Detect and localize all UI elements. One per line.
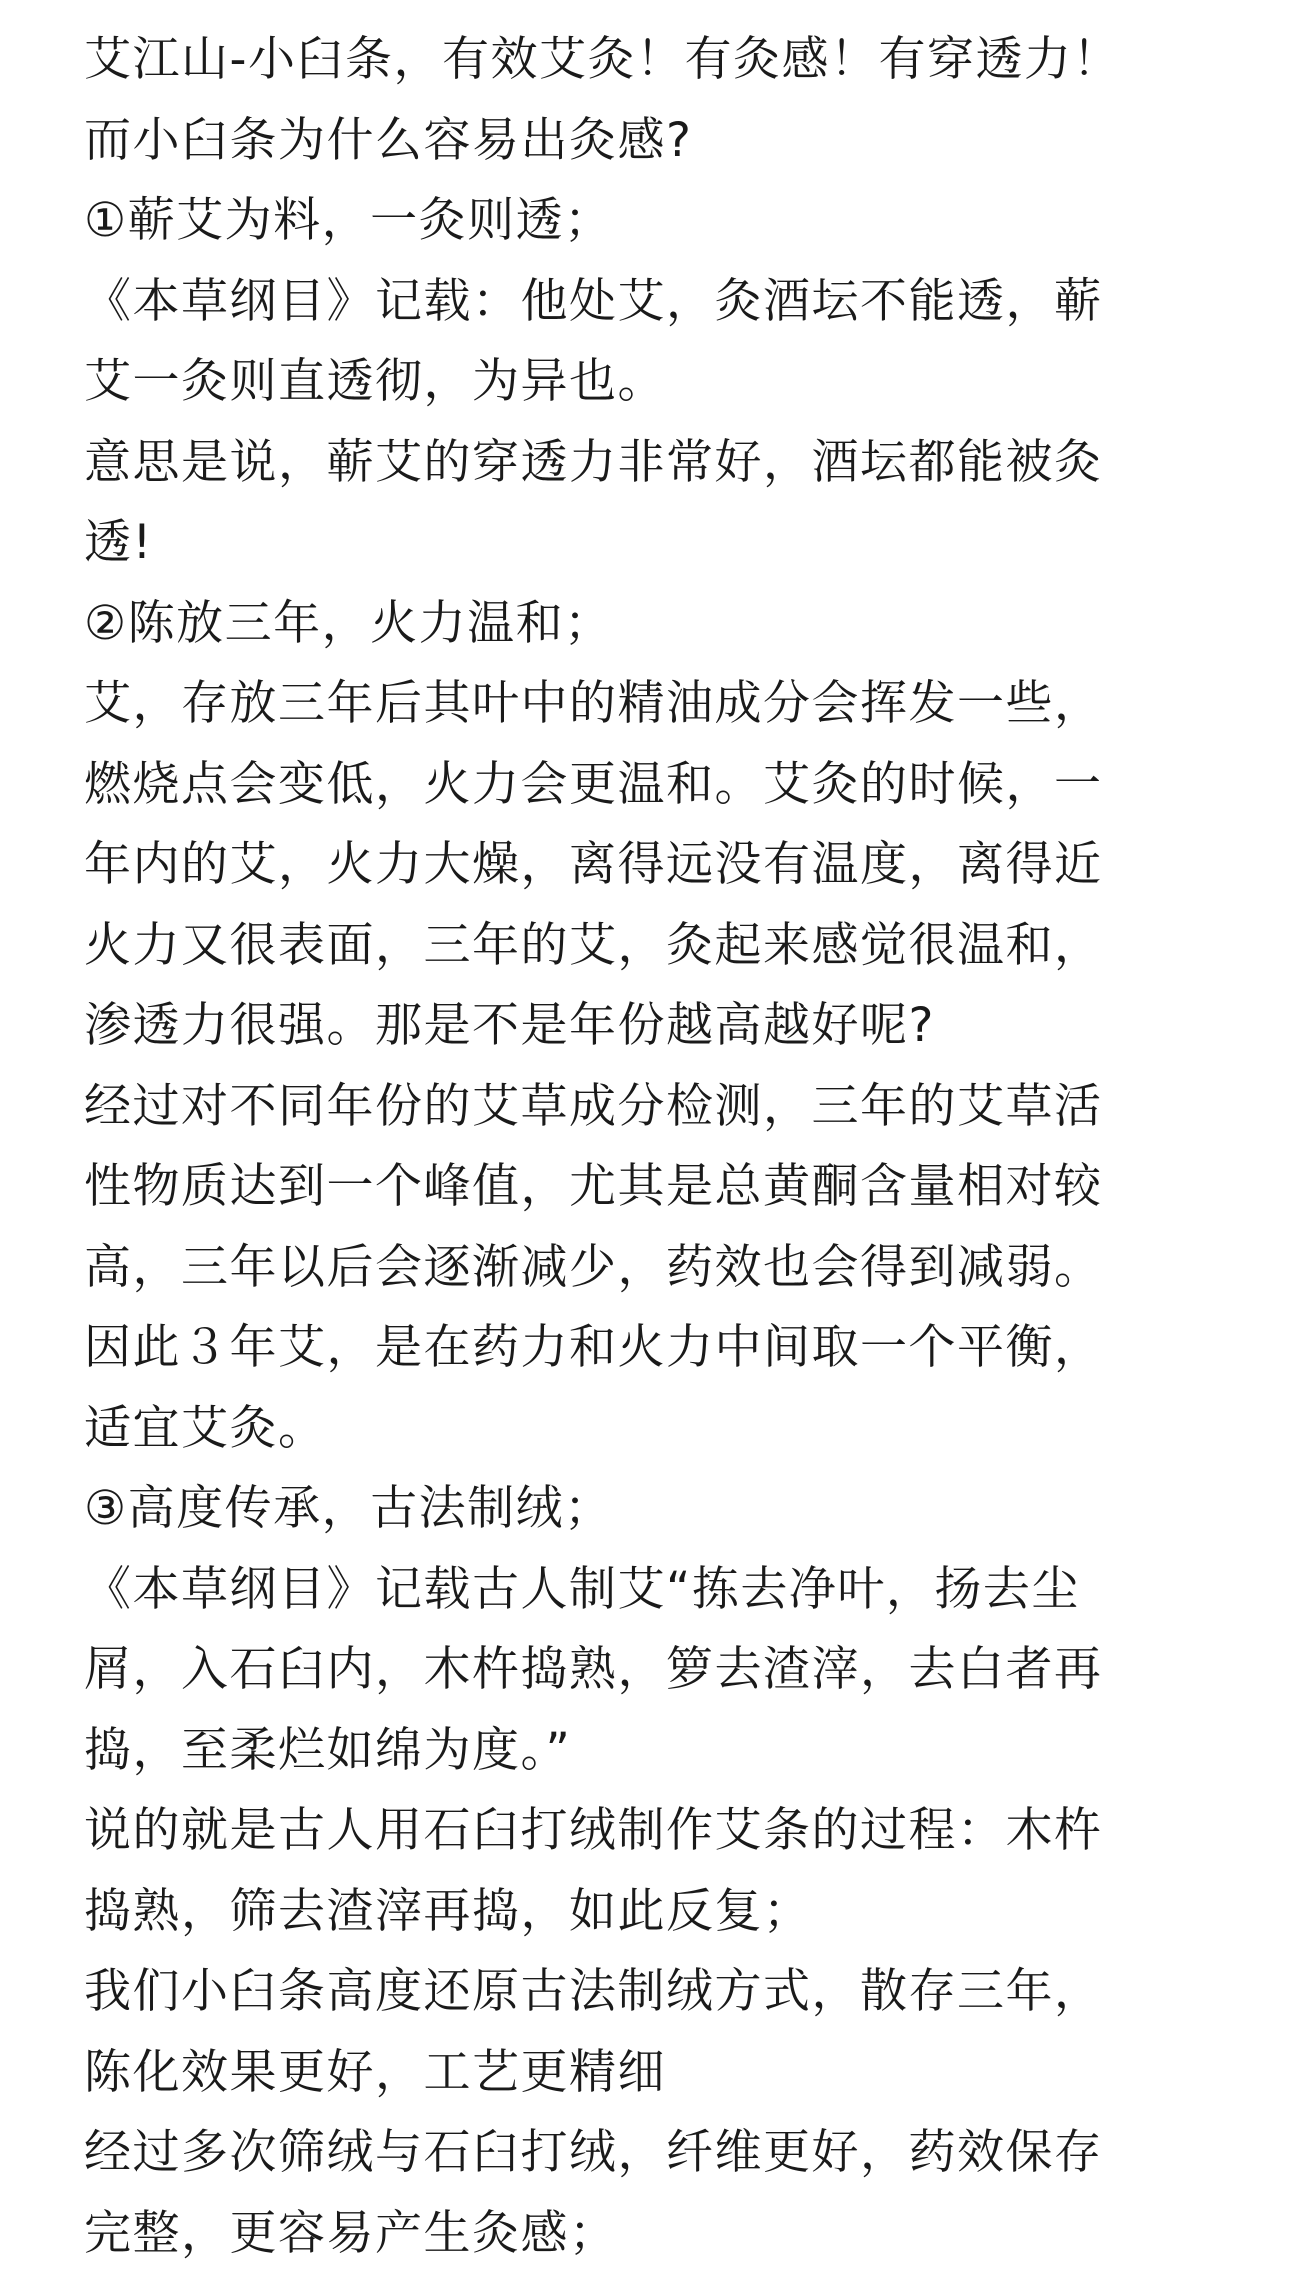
paragraph-line: 《本草纲目》记载古人制艾“拣去净叶，扬去尘 xyxy=(84,1561,1080,1617)
paragraph-line: 因此３年艾，是在药力和火力中间取一个平衡， xyxy=(84,1320,1103,1375)
paragraph-line: 我们小臼条高度还原古法制绒方式，散存三年， xyxy=(84,1964,1103,2019)
article-body xyxy=(84,20,1210,2274)
paragraph-line: 捣，至柔烂如绵为度。” xyxy=(84,1722,572,1778)
paragraph-line: 艾一灸则直透彻，为异也。 xyxy=(84,354,666,409)
section-heading-3: ③高度传承，古法制绒； xyxy=(84,1481,613,1536)
paragraph-line: 高，三年以后会逐渐减少，药效也会得到减弱。 xyxy=(84,1239,1103,1295)
section-heading-1: ①蕲艾为料，一灸则透； xyxy=(84,193,613,248)
paragraph-line: 捣熟，筛去渣滓再捣，如此反复； xyxy=(84,1883,812,1939)
paragraph-line: 完整，更容易产生灸感； xyxy=(84,2205,618,2261)
paragraph-line: 说的就是古人用石臼打绒制作艾条的过程：木杵 xyxy=(84,1803,1103,1858)
question-line: 而小臼条为什么容易出灸感? xyxy=(84,112,693,168)
paragraph-line: 经过多次筛绒与石臼打绒，纤维更好，药效保存 xyxy=(84,2125,1103,2180)
paragraph-line: 《本草纲目》记载：他处艾，灸酒坛不能透，蕲 xyxy=(84,273,1103,329)
paragraph-line: 透! xyxy=(84,515,153,570)
paragraph-line: 性物质达到一个峰值，尤其是总黄酮含量相对较 xyxy=(84,1159,1103,1214)
paragraph-line: 经过对不同年份的艾草成分检测，三年的艾草活 xyxy=(84,1078,1103,1134)
paragraph-line: 年内的艾，火力大燥，离得远没有温度，离得近 xyxy=(84,837,1103,892)
headline-line: 艾江山-小臼条，有效艾灸！有灸感！有穿透力！ xyxy=(84,32,1121,87)
paragraph-line: 陈化效果更好，工艺更精细 xyxy=(84,2044,666,2100)
paragraph-line: 渗透力很强。那是不是年份越高越好呢? xyxy=(84,998,935,1053)
paragraph-line: 屑，入石臼内，木杵捣熟，箩去渣滓，去白者再 xyxy=(84,1642,1103,1697)
paragraph-line: 意思是说，蕲艾的穿透力非常好，酒坛都能被灸 xyxy=(84,434,1103,490)
section-heading-2: ②陈放三年，火力温和； xyxy=(84,595,613,651)
paragraph-line: 艾，存放三年后其叶中的精油成分会挥发一些， xyxy=(84,676,1103,731)
paragraph-line: 火力又很表面，三年的艾，灸起来感觉很温和， xyxy=(84,917,1103,973)
paragraph-line: 燃烧点会变低，火力会更温和。艾灸的时候，一 xyxy=(84,756,1103,812)
paragraph-line: 适宜艾灸。 xyxy=(84,1400,327,1456)
